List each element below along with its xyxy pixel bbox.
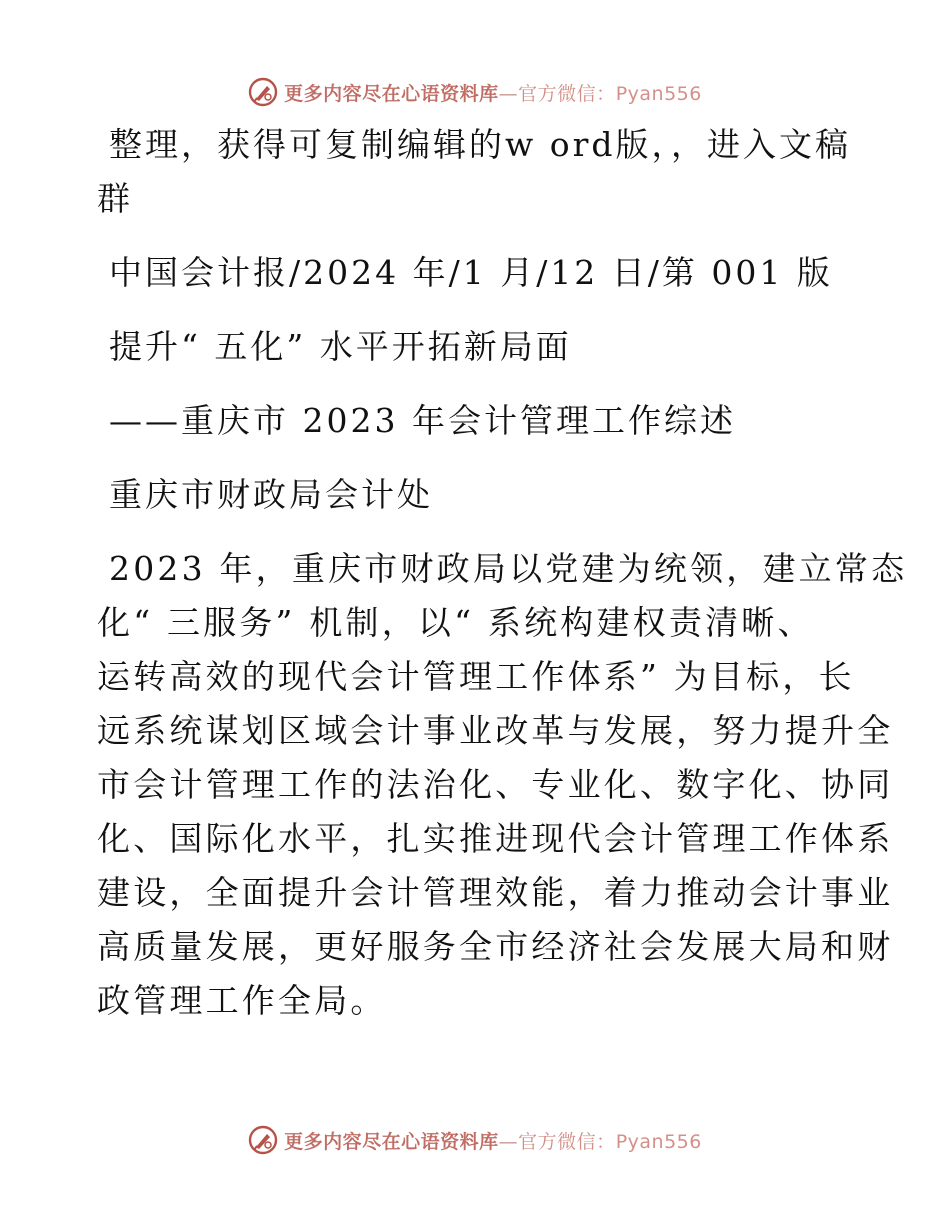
body-line: 化“ 三服务” 机制，以“ 系统构建权责清晰、 [97,603,814,642]
watermark-account: Pyan556 [615,82,702,105]
header-note-line-1: 整理，获得可复制编辑的w ord版，，进入文稿 [109,125,852,164]
watermark-site: 更多内容尽在心语资料库 [284,1130,499,1153]
article-author: 重庆市财政局会计处 [109,475,433,514]
body-line: 政管理工作全局。 [97,981,387,1020]
body-line: 运转高效的现代会计管理工作体系” 为目标，长 [97,657,855,696]
watermark-text [284,79,702,106]
body-line: 远系统谋划区域会计事业改革与发展，努力提升全 [97,711,894,750]
body-line: 化、国际化水平，扎实推进现代会计管理工作体系 [97,819,894,858]
watermark-site: 更多内容尽在心语资料库 [284,82,499,105]
quill-logo-icon [248,77,278,107]
watermark-wechat: 官方微信： [518,82,616,105]
body-line: 建设，全面提升会计管理效能，着力推动会计事业 [97,873,894,912]
source-line: 中国会计报/2024 年/1 月/12 日/第 001 版 [109,253,833,292]
watermark-text [284,1127,702,1154]
watermark-separator: — [498,1130,519,1153]
article-subtitle: ——重庆市 2023 年会计管理工作综述 [109,401,736,440]
watermark-account: Pyan556 [615,1130,702,1153]
quill-logo-icon [248,1125,278,1155]
body-line: 2023 年，重庆市财政局以党建为统领，建立常态 [109,549,908,588]
body-paragraph [97,542,908,1028]
watermark-separator: — [498,82,519,105]
watermark-wechat: 官方微信： [518,1130,616,1153]
document-body [97,118,908,1028]
watermark-footer [0,1120,950,1160]
article-title: 提升“ 五化” 水平开拓新局面 [109,327,572,366]
header-note-line-2: 群 [97,179,133,218]
watermark-header [0,72,950,112]
body-line: 高质量发展，更好服务全市经济社会发展大局和财 [97,927,894,966]
body-line: 市会计管理工作的法治化、专业化、数字化、协同 [97,765,894,804]
